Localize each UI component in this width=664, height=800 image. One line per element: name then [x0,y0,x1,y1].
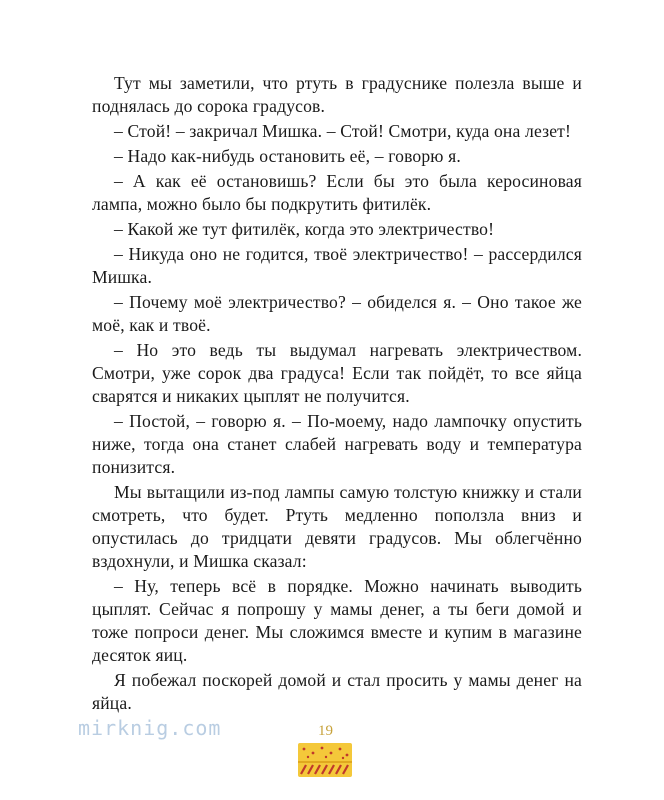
paragraph: Я побежал поскорей домой и стал просить у мамы денег на яйца. [92,670,582,713]
paragraph: – Какой же тут фитилёк, когда это электричество! [114,219,495,239]
decorative-ornament-icon [298,743,352,777]
paragraph: – Никуда оно не годится, твоё электричество! – рассердился Мишка. [92,244,582,287]
paragraph: – Надо как-нибудь остановить её, – говорю я. [114,146,461,166]
page-number: 19 [318,723,333,739]
watermark: mirknig.com [78,716,222,740]
paragraph: – Но это ведь ты выдумал нагревать электричеством. Смотри, уже сорок два градуса! Если так пойдёт, то все яйца сварятся и никаких цыплят не получится. [92,340,582,406]
paragraph: Тут мы заметили, что ртуть в градуснике полезла выше и поднялась до сорока градусов. [92,73,582,116]
paragraph: – Ну, теперь всё в порядке. Можно начинать выводить цыплят. Сейчас я попрошу у мамы денег, а ты беги домой и тоже попроси денег. Мы сложимся вместе и купим в магазине десяток яиц. [92,576,582,665]
book-page-text [92,72,582,717]
paragraph: – Постой, – говорю я. – По-моему, надо лампочку опустить ниже, тогда она станет слабей нагревать воду и температура понизится. [92,411,582,477]
paragraph: – Почему моё электричество? – обиделся я. – Оно такое же моё, как и твоё. [92,292,582,335]
paragraph: Мы вытащили из-под лампы самую толстую книжку и стали смотреть, что будет. Ртуть медленно поползла вниз и опустилась до тридцати девяти градусов. Мы облегчённо вздохнули, и Мишка сказал: [92,482,582,571]
paragraph: – Стой! – закричал Мишка. – Стой! Смотри, куда она лезет! [114,121,572,141]
paragraph: – А как её остановишь? Если бы это была керосиновая лампа, можно было бы подкрутить фитилёк. [92,171,582,214]
